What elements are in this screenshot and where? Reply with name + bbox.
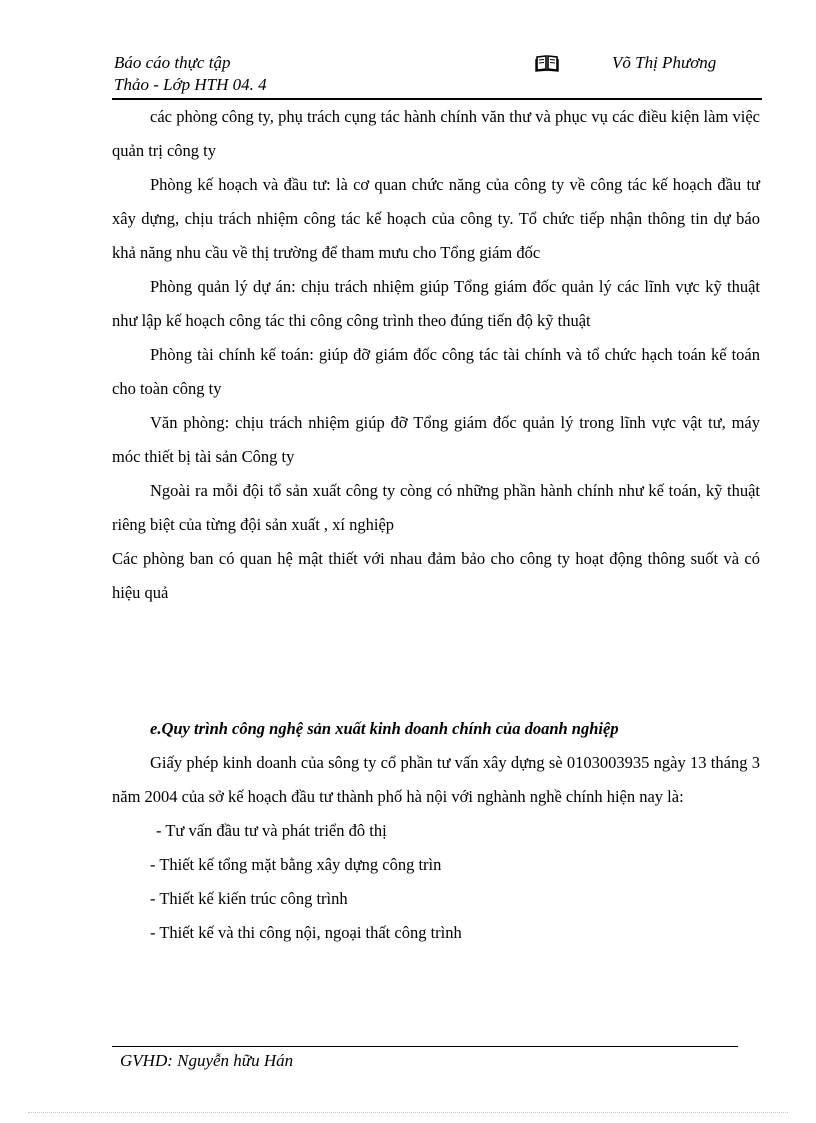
paragraph-admin: các phòng công ty, phụ trách cụng tác hành chính văn thư và phục vụ các điều kiện làm việc quản trị công ty [112,107,760,160]
footer-supervisor: GVHD: Nguyễn hữu Hán [120,1051,294,1070]
section-title: Quy trình công nghệ sản xuất kinh doanh chính của doanh nghiệp [161,719,619,738]
page-header-left [114,52,267,96]
section-prefix: e. [150,719,162,738]
author-name: Võ Thị Phương [612,53,717,72]
paragraph-production-teams: Ngoài ra mỗi đội tổ sản xuất công ty còng có những phần hành chính như kế toán, kỹ thuật riêng biệt của từng đội sản xuất , xí nghiệp [112,481,760,534]
paragraph-business-license: Giấy phép kinh doanh của sông ty cổ phần tư vấn xây dựng sè 0103003935 ngày 13 tháng 3 năm 2004 của sở kế hoạch đầu tư thành phố hà nội với nghành nghề chính hiện nay là: [112,753,760,806]
paragraph-project-management: Phòng quản lý dự án: chịu trách nhiệm giúp Tổng giám đốc quản lý các lĩnh vực kỹ thuật như lập kế hoạch công tác thi công công trình theo đúng tiến độ kỹ thuật [112,277,760,330]
list-item: - Thiết kế và thi công nội, ngoại thất công trình [150,923,462,942]
report-title: Báo cáo thực tập [114,53,231,72]
section-heading [112,712,760,746]
page-bottom-border [28,1112,788,1113]
book-icon [535,54,559,72]
paragraph-finance: Phòng tài chính kế toán: giúp đỡ giám đốc công tác tài chính và tổ chức hạch toán kế toán cho toàn công ty [112,345,760,398]
list-item: - Thiết kế tổng mặt bằng xây dựng công trìn [150,855,442,874]
list-item: - Thiết kế kiến trúc công trình [150,889,348,908]
paragraph-departments: Các phòng ban có quan hệ mật thiết với nhau đảm bảo cho công ty hoạt động thông suốt và có hiệu quả [112,549,760,602]
paragraph-office: Văn phòng: chịu trách nhiệm giúp đỡ Tổng giám đốc quản lý trong lĩnh vực vật tư, máy móc thiết bị tài sản Công ty [112,413,760,466]
document-body [112,100,760,950]
author-class: Thảo - Lớp HTH 04. 4 [114,75,267,94]
list-item: - Tư vấn đầu tư và phát triển đô thị [156,821,387,840]
footer-divider [112,1046,738,1047]
paragraph-planning: Phòng kế hoạch và đầu tư: là cơ quan chức năng của công ty về công tác kế hoạch đầu tư xây dựng, chịu trách nhiệm công tác kế hoạch của công ty. Tổ chức tiếp nhận thông tin dự báo khả năng nhu cầu về thị trường để tham mưu cho Tổng giám đốc [112,175,760,262]
section-spacer [112,610,760,712]
